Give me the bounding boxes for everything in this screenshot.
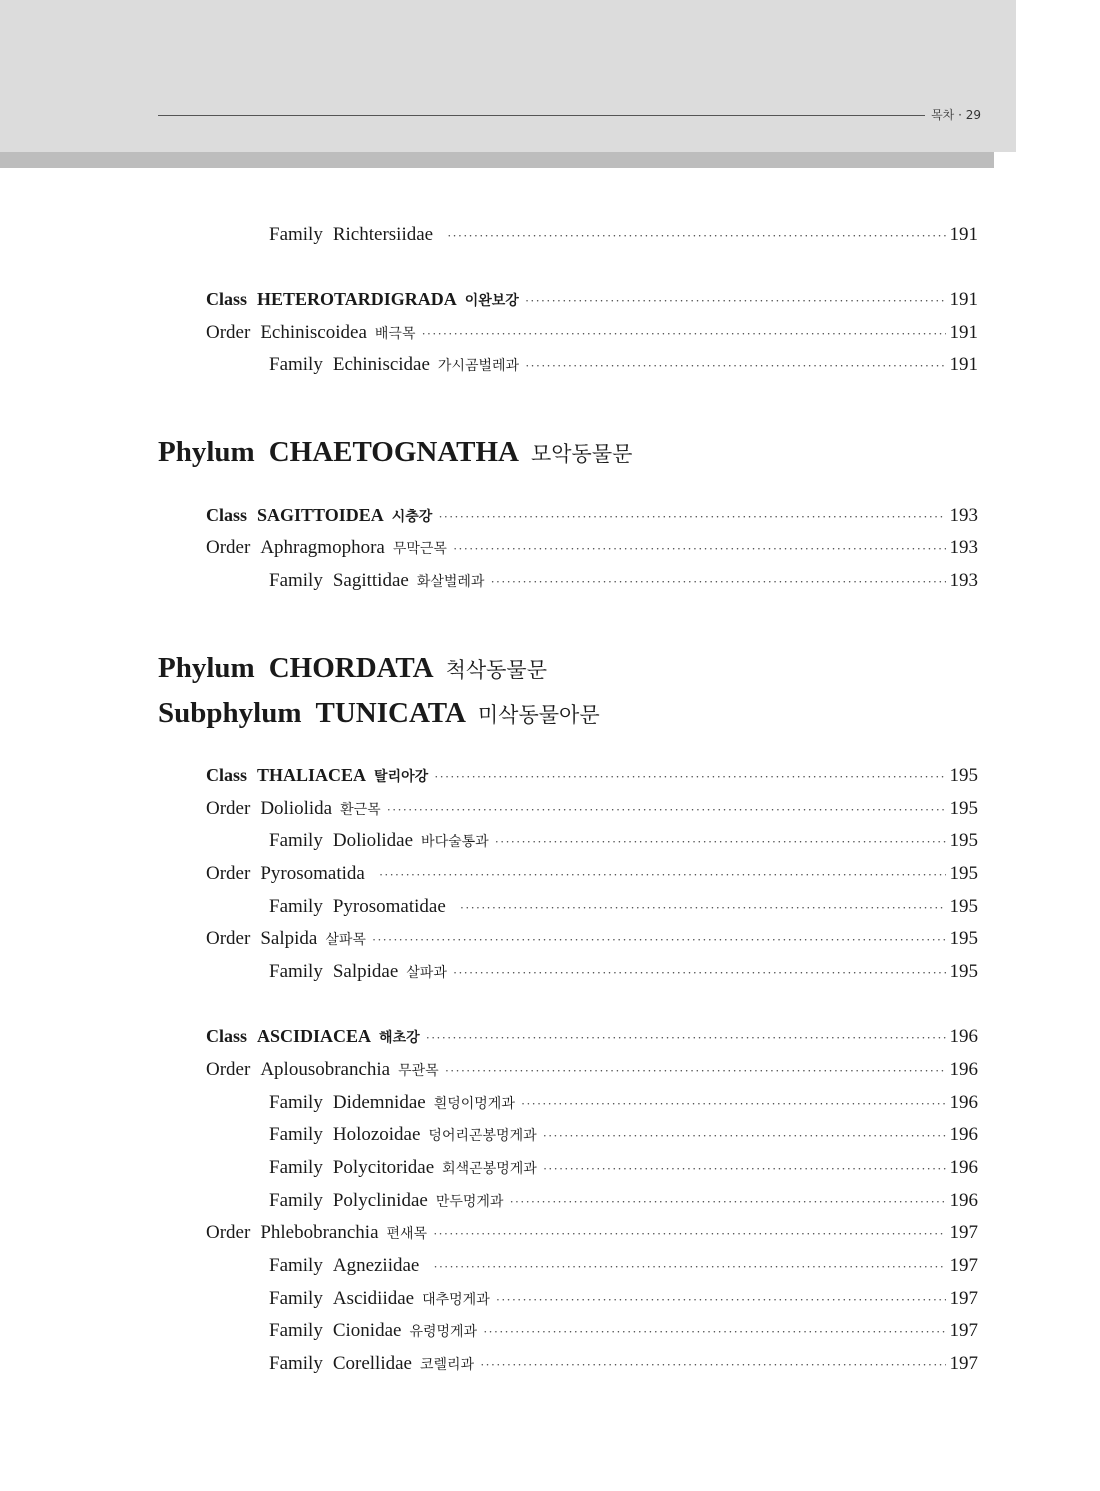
page-number: 191 [949,224,978,245]
page-number: 193 [949,537,978,558]
toc-entry [269,961,978,987]
entry-name: Holozoidae [332,1124,421,1145]
entry-name: Echiniscoidea [260,322,367,343]
dot-leader [433,1255,945,1277]
heading-korean-name: 미삭동물아문 [477,703,600,727]
page-number: 191 [949,289,978,310]
page-number: 196 [949,1092,978,1113]
page-number: 195 [949,928,978,949]
entry-name: Polyclinidae [332,1190,428,1211]
entry-rank: Family [269,1255,323,1276]
entry-korean-name: 살파과 [406,965,447,981]
page-number: 197 [949,1255,978,1276]
dot-leader [453,961,946,983]
heading-phylum-chordata [158,652,547,685]
entry-korean-name: 무막근목 [392,541,447,557]
page-number: 193 [949,505,978,526]
dot-leader [453,537,946,559]
entry-name: Corellidae [332,1353,412,1374]
dot-leader [525,354,945,376]
entry-rank: Family [269,1092,323,1113]
entry-rank: Family [269,570,323,591]
entry-korean-name: 흰덩이멍게과 [433,1096,515,1112]
toc-entry [269,354,978,380]
entry-korean-name: 가시곰벌레과 [437,358,520,374]
heading-name: CHAETOGNATHA [268,436,519,468]
toc-entry [269,1255,978,1281]
toc-entry [206,765,978,791]
heading-rank: Subphylum [158,697,302,729]
entry-name: Ascidiidae [332,1288,415,1309]
entry-rank: Class [206,505,248,525]
entry-korean-name: 시충강 [391,509,433,525]
toc-entry [269,1124,978,1150]
entry-korean-name: 해초강 [379,1030,420,1046]
entry-name: Aplousobranchia [260,1059,391,1080]
entry-rank: Order [206,863,251,884]
entry-rank: Family [269,224,323,245]
dot-leader [433,1222,945,1244]
heading-korean-name: 모악동물문 [530,442,633,466]
entry-rank: Family [269,1124,323,1145]
entry-korean-name: 코렐리과 [419,1357,475,1373]
page-number: 195 [949,896,978,917]
entry-rank: Order [206,798,251,819]
dot-leader [495,830,946,852]
dot-leader [543,1157,946,1179]
toc-entry [206,1059,978,1085]
entry-korean-name: 배극목 [374,326,416,342]
toc-entry [269,830,978,856]
toc-entry [269,896,978,922]
entry-name: Salpidae [332,961,399,982]
entry-rank: Family [269,830,323,851]
entry-name: THALIACEA [257,765,367,785]
entry-korean-name: 탈리아강 [374,769,429,785]
entry-rank: Order [206,1059,251,1080]
entry-rank: Order [206,537,251,558]
entry-korean-name: 무관목 [398,1063,439,1079]
entry-korean-name: 살파목 [325,932,366,948]
page-number: 197 [949,1222,978,1243]
toc-entry [269,1353,978,1379]
dot-leader [445,1059,946,1081]
heading-subphylum-tunicata [158,697,600,730]
entry-rank: Family [269,1353,323,1374]
heading-phylum-chaetognatha [158,436,632,469]
entry-name: Agneziidae [332,1255,420,1276]
entry-rank: Family [269,896,323,917]
heading-rank: Phylum [158,436,255,468]
dot-leader [426,1026,946,1048]
toc-entry [269,570,978,596]
toc-entry [206,537,978,563]
dot-leader [372,928,946,950]
toc-entry [269,224,978,250]
entry-korean-name: 편새목 [386,1226,428,1242]
entry-name: Salpida [260,928,318,949]
toc-entry [206,1026,978,1052]
dot-leader [379,863,946,885]
dot-leader [509,1190,945,1212]
page-number: 197 [949,1288,978,1309]
heading-korean-name: 척삭동물문 [445,658,547,682]
entry-rank: Family [269,961,323,982]
dot-leader [387,798,946,820]
entry-name: Echiniscidae [332,354,430,375]
heading-rank: Phylum [158,652,255,684]
toc-entry [269,1288,978,1314]
entry-name: Pyrosomatidae [332,896,446,917]
entry-rank: Class [206,1026,248,1046]
toc-entry [206,322,978,348]
running-head: 목차 · 29 [931,108,981,122]
entry-name: SAGITTOIDEA [257,505,384,525]
entry-korean-name: 이완보강 [464,293,519,309]
page-number: 195 [949,765,978,786]
entry-name: Sagittidae [332,570,409,591]
entry-korean-name: 대추멍게과 [422,1292,490,1308]
page-number: 191 [949,354,978,375]
toc-entry [269,1157,978,1183]
entry-name: Doliolida [260,798,333,819]
toc-entry [206,289,978,315]
entry-name: ASCIDIACEA [257,1026,372,1046]
dot-leader [434,765,945,787]
entry-korean-name: 유령멍게과 [409,1324,478,1340]
dot-leader [483,1320,945,1342]
entry-rank: Order [206,322,251,343]
entry-rank: Family [269,1288,323,1309]
dot-leader [438,505,945,527]
page-number: 196 [949,1190,978,1211]
toc-entry [206,505,978,531]
entry-rank: Family [269,1157,323,1178]
entry-rank: Order [206,928,251,949]
dot-leader [460,896,946,918]
page-number: 197 [949,1320,978,1341]
dot-leader [525,289,946,311]
dot-leader [480,1353,945,1375]
dot-leader [521,1092,946,1114]
page-number: 196 [949,1059,978,1080]
page-number: 197 [949,1353,978,1374]
entry-name: Polycitoridae [332,1157,435,1178]
entry-korean-name: 덩어리곤봉멍게과 [428,1128,537,1144]
toc-entry [269,1320,978,1346]
entry-name: Richtersiidae [332,224,434,245]
entry-rank: Family [269,354,323,375]
entry-korean-name: 만두멍게과 [435,1194,504,1210]
entry-name: Doliolidae [332,830,414,851]
page-number: 196 [949,1026,978,1047]
toc-entry [269,1092,978,1118]
page-number: 193 [949,570,978,591]
page-number: 195 [949,863,978,884]
entry-name: Aphragmophora [260,537,385,558]
page-number: 195 [949,798,978,819]
dot-leader [496,1288,946,1310]
page-number: 196 [949,1124,978,1145]
toc-entry [206,1222,978,1248]
entry-name: Phlebobranchia [260,1222,379,1243]
heading-name: CHORDATA [268,652,434,684]
page-number: 195 [949,830,978,851]
entry-name: Pyrosomatida [260,863,365,884]
entry-name: Cionidae [332,1320,402,1341]
entry-rank: Class [206,765,248,785]
entry-rank: Order [206,1222,251,1243]
entry-korean-name: 환근목 [340,802,381,818]
entry-name: HETEROTARDIGRADA [257,289,457,309]
dot-leader [447,224,945,246]
dot-leader [421,322,945,344]
entry-korean-name: 회색곤봉멍게과 [442,1161,537,1177]
heading-name: TUNICATA [315,697,466,729]
dot-leader [490,570,945,592]
entry-rank: Family [269,1320,323,1341]
entry-korean-name: 화살벌레과 [416,574,485,590]
entry-rank: Class [206,289,248,309]
toc-entry [269,1190,978,1216]
entry-rank: Family [269,1190,323,1211]
page-number: 191 [949,322,978,343]
entry-name: Didemnidae [332,1092,426,1113]
dot-leader [543,1124,946,1146]
page-number: 195 [949,961,978,982]
toc-entry [206,798,978,824]
entry-korean-name: 바다술통과 [421,834,489,850]
toc-entry [206,928,978,954]
toc-entry [206,863,978,889]
page-number: 196 [949,1157,978,1178]
